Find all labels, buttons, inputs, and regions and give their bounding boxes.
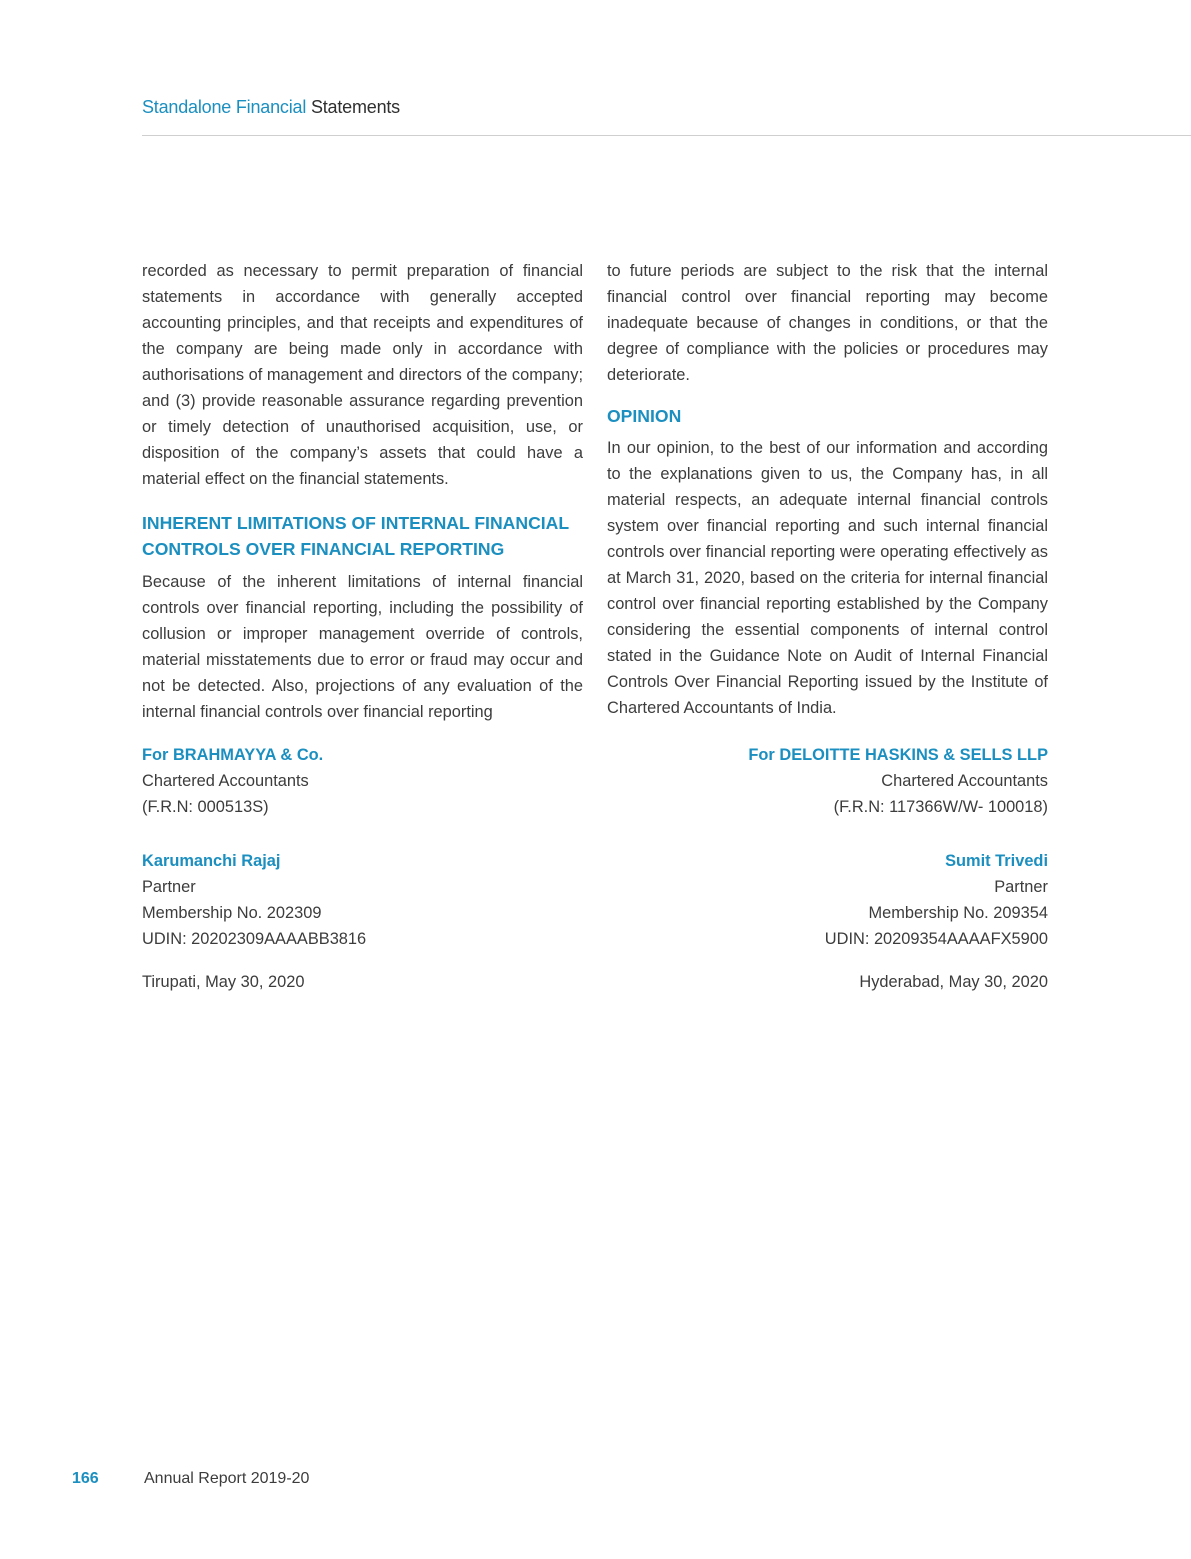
partner-role-left: Partner xyxy=(142,878,196,896)
partner-name-left: Karumanchi Rajaj xyxy=(142,852,281,870)
firm-name-left: For BRAHMAYYA & Co. xyxy=(142,746,324,764)
firm-type-left: Chartered Accountants xyxy=(142,772,309,790)
signature-person-right xyxy=(825,848,1048,952)
firm-type-right: Chartered Accountants xyxy=(881,772,1048,790)
partner-name-right: Sumit Trivedi xyxy=(945,852,1048,870)
place-date-right xyxy=(859,969,1048,995)
right-paragraph-2: In our opinion, to the best of our information and according to the explanations given to us, the Company has, in all material respects, an adequate internal financial controls system over financial reporting and such internal financial controls over financial reporting were operating effectively as at March 31, 2020, based on the criteria for internal financial control over financial reporting established by the Company considering the essential components of internal control stated in the Guidance Note on Audit of Internal Financial Controls Over Financial Reporting issued by the Institute of Chartered Accountants of India. xyxy=(607,439,1048,717)
section-heading-opinion: OPINION xyxy=(607,406,682,426)
membership-right: Membership No. 209354 xyxy=(868,904,1048,922)
place-date-right-text: Hyderabad, May 30, 2020 xyxy=(859,973,1048,991)
page-number: 166 xyxy=(72,1470,99,1487)
udin-right: UDIN: 20209354AAAAFX5900 xyxy=(824,930,1048,948)
signature-person-left xyxy=(142,848,366,952)
header-title-rest: Statements xyxy=(310,97,400,117)
header-divider xyxy=(142,135,1191,136)
membership-left: Membership No. 202309 xyxy=(142,904,322,922)
frn-left: (F.R.N: 000513S) xyxy=(142,798,269,816)
section-heading-inherent-limitations: INHERENT LIMITATIONS OF INTERNAL FINANCIAL CONTROLS OVER FINANCIAL REPORTING xyxy=(142,513,569,559)
signature-firm-right xyxy=(748,742,1048,820)
left-column xyxy=(142,258,583,725)
partner-role-right: Partner xyxy=(994,878,1048,896)
header-title-accent: Standalone Financial xyxy=(142,97,307,117)
page-header xyxy=(142,97,400,118)
right-paragraph-1: to future periods are subject to the risk that the internal financial control over financial reporting may become inadequate because of changes in conditions, or that the degree of compliance with the policies or procedures may deteriorate. xyxy=(607,262,1048,384)
firm-name-right: For DELOITTE HASKINS & SELLS LLP xyxy=(748,746,1048,764)
signature-firm-left xyxy=(142,742,323,820)
udin-left: UDIN: 20202309AAAABB3816 xyxy=(142,930,367,948)
left-paragraph-1: recorded as necessary to permit preparation of financial statements in accordance with generally accepted accounting principles, and that receipts and expenditures of the company are being made only in accordance with authorisations of management and directors of the company; and (3) provide reasonable assurance regarding prevention or timely detection of unauthorised acquisition, use, or disposition of the company’s assets that could have a material effect on the financial statements. xyxy=(142,262,583,488)
footer-report-title: Annual Report 2019-20 xyxy=(144,1470,310,1487)
place-date-left-text: Tirupati, May 30, 2020 xyxy=(142,973,305,991)
left-paragraph-2: Because of the inherent limitations of internal financial controls over financial reporting, including the possibility of collusion or improper management override of controls, material misstatements due to error or fraud may occur and not be detected. Also, projections of any evaluation of the internal financial controls over financial reporting xyxy=(142,573,583,721)
frn-right: (F.R.N: 117366W/W- 100018) xyxy=(833,798,1048,816)
place-date-left xyxy=(142,969,304,995)
right-column xyxy=(607,258,1048,721)
